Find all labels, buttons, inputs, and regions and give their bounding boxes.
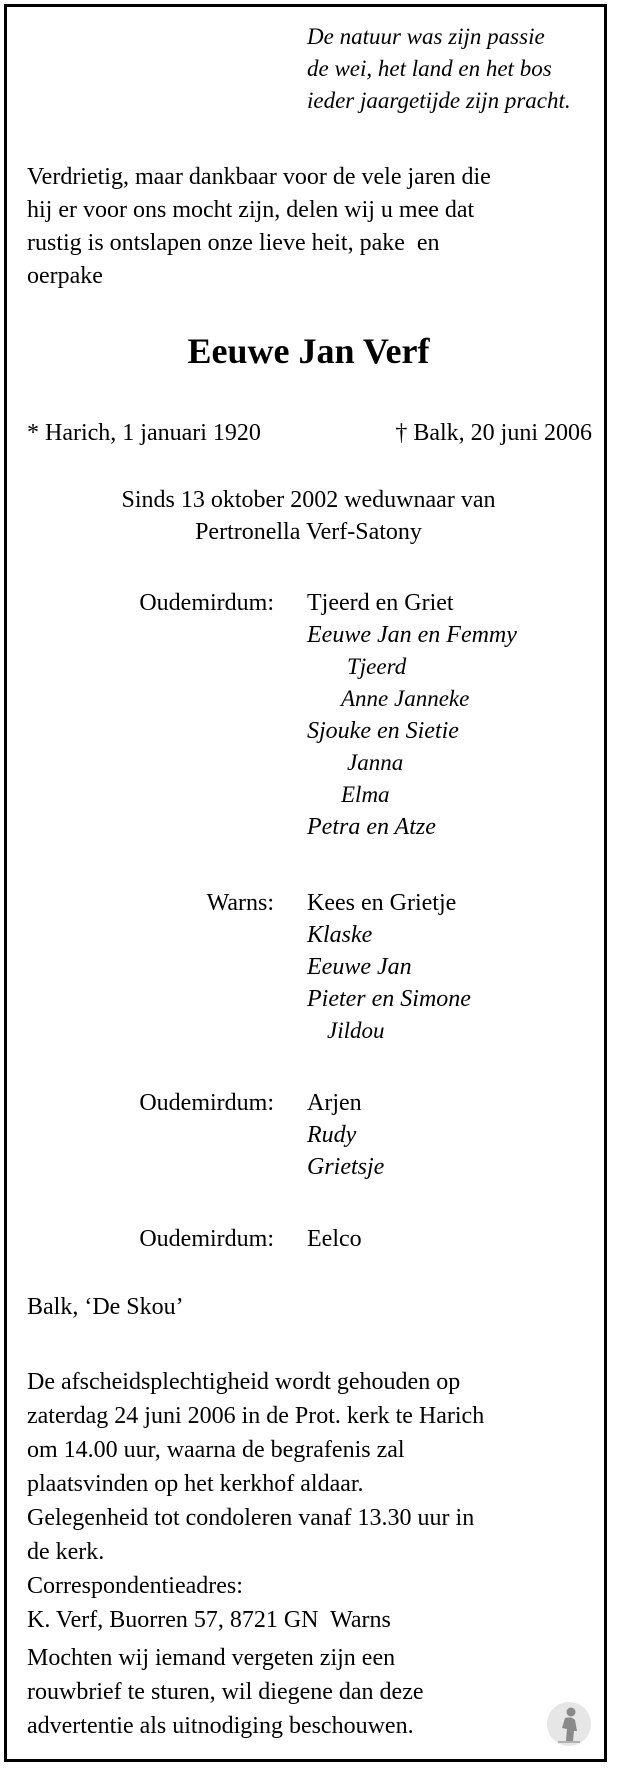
family-member: Petra en Atze	[307, 814, 436, 840]
obituary-frame	[4, 4, 607, 1762]
family-members	[307, 887, 471, 1047]
family-member: Pieter en Simone	[307, 986, 471, 1012]
service-line: zaterdag 24 juni 2006 in de Prot. kerk te Harich	[27, 1403, 485, 1429]
motto-line: De natuur was zijn passie	[307, 24, 545, 49]
family-member: Arjen	[307, 1090, 362, 1116]
service-line: Gelegenheid tot condoleren vanaf 13.30 uur in	[27, 1505, 475, 1531]
service-line: om 14.00 uur, waarna de begrafenis zal	[27, 1437, 405, 1463]
motto-line: de wei, het land en het bos	[307, 56, 552, 81]
widower-line: Sinds 13 oktober 2002 weduwnaar van	[121, 487, 496, 513]
motto-poem	[307, 21, 607, 117]
service-details	[27, 1365, 607, 1637]
family-place: Oudemirdum:	[139, 590, 274, 616]
service-line: K. Verf, Buorren 57, 8721 GN Warns	[27, 1607, 391, 1633]
family-member: Eeuwe Jan en Femmy	[307, 622, 517, 648]
family-member: Grietsje	[307, 1154, 385, 1180]
family-member: Klaske	[307, 922, 373, 948]
deceased-name: Eeuwe Jan Verf	[187, 331, 430, 371]
family-member: Tjeerd	[347, 654, 407, 679]
intro-text	[27, 161, 607, 293]
service-line: de kerk.	[27, 1539, 105, 1565]
family-place: Oudemirdum:	[139, 1090, 274, 1116]
family-place: Oudemirdum:	[139, 1226, 274, 1252]
family-member: Elma	[341, 782, 390, 807]
family-members	[307, 1087, 384, 1183]
family-member: Jildou	[327, 1018, 385, 1043]
widower-note	[7, 484, 610, 548]
intro-line: hij er voor ons mocht zijn, delen wij u mee dat	[27, 197, 475, 223]
family-member: Rudy	[307, 1122, 357, 1148]
closing-line: Mochten wij iemand vergeten zijn een	[27, 1645, 396, 1671]
family-place: Warns:	[206, 890, 274, 916]
birth-info: * Harich, 1 januari 1920	[27, 420, 261, 446]
death-info: † Balk, 20 juni 2006	[395, 420, 592, 446]
service-line: plaatsvinden op het kerkhof aldaar.	[27, 1471, 364, 1497]
motto-line: ieder jaargetijde zijn pracht.	[307, 88, 571, 113]
widower-line: Pertronella Verf-Satony	[195, 519, 422, 545]
family-member: Tjeerd en Griet	[307, 590, 454, 616]
family-member: Kees en Grietje	[307, 890, 457, 916]
closing-line: rouwbrief te sturen, wil diegene dan deze	[27, 1679, 424, 1705]
service-line: Correspondentieadres:	[27, 1573, 243, 1599]
family-member: Eelco	[307, 1226, 362, 1252]
family-member: Janna	[347, 750, 404, 775]
family-member: Eeuwe Jan	[307, 954, 412, 980]
family-members	[307, 587, 517, 843]
mourning-figure-logo-icon	[546, 1701, 592, 1747]
intro-line: oerpake	[27, 263, 103, 289]
residence-line: Balk, ‘De Skou’	[27, 1294, 184, 1320]
closing-note	[27, 1641, 587, 1743]
family-members	[307, 1223, 362, 1255]
intro-line: Verdrietig, maar dankbaar voor de vele jaren die	[27, 164, 491, 190]
service-line: De afscheidsplechtigheid wordt gehouden op	[27, 1369, 461, 1395]
family-member: Anne Janneke	[341, 686, 470, 711]
intro-line: rustig is ontslapen onze lieve heit, pake en	[27, 230, 440, 256]
closing-line: advertentie als uitnodiging beschouwen.	[27, 1713, 414, 1739]
family-member: Sjouke en Sietie	[307, 718, 459, 744]
